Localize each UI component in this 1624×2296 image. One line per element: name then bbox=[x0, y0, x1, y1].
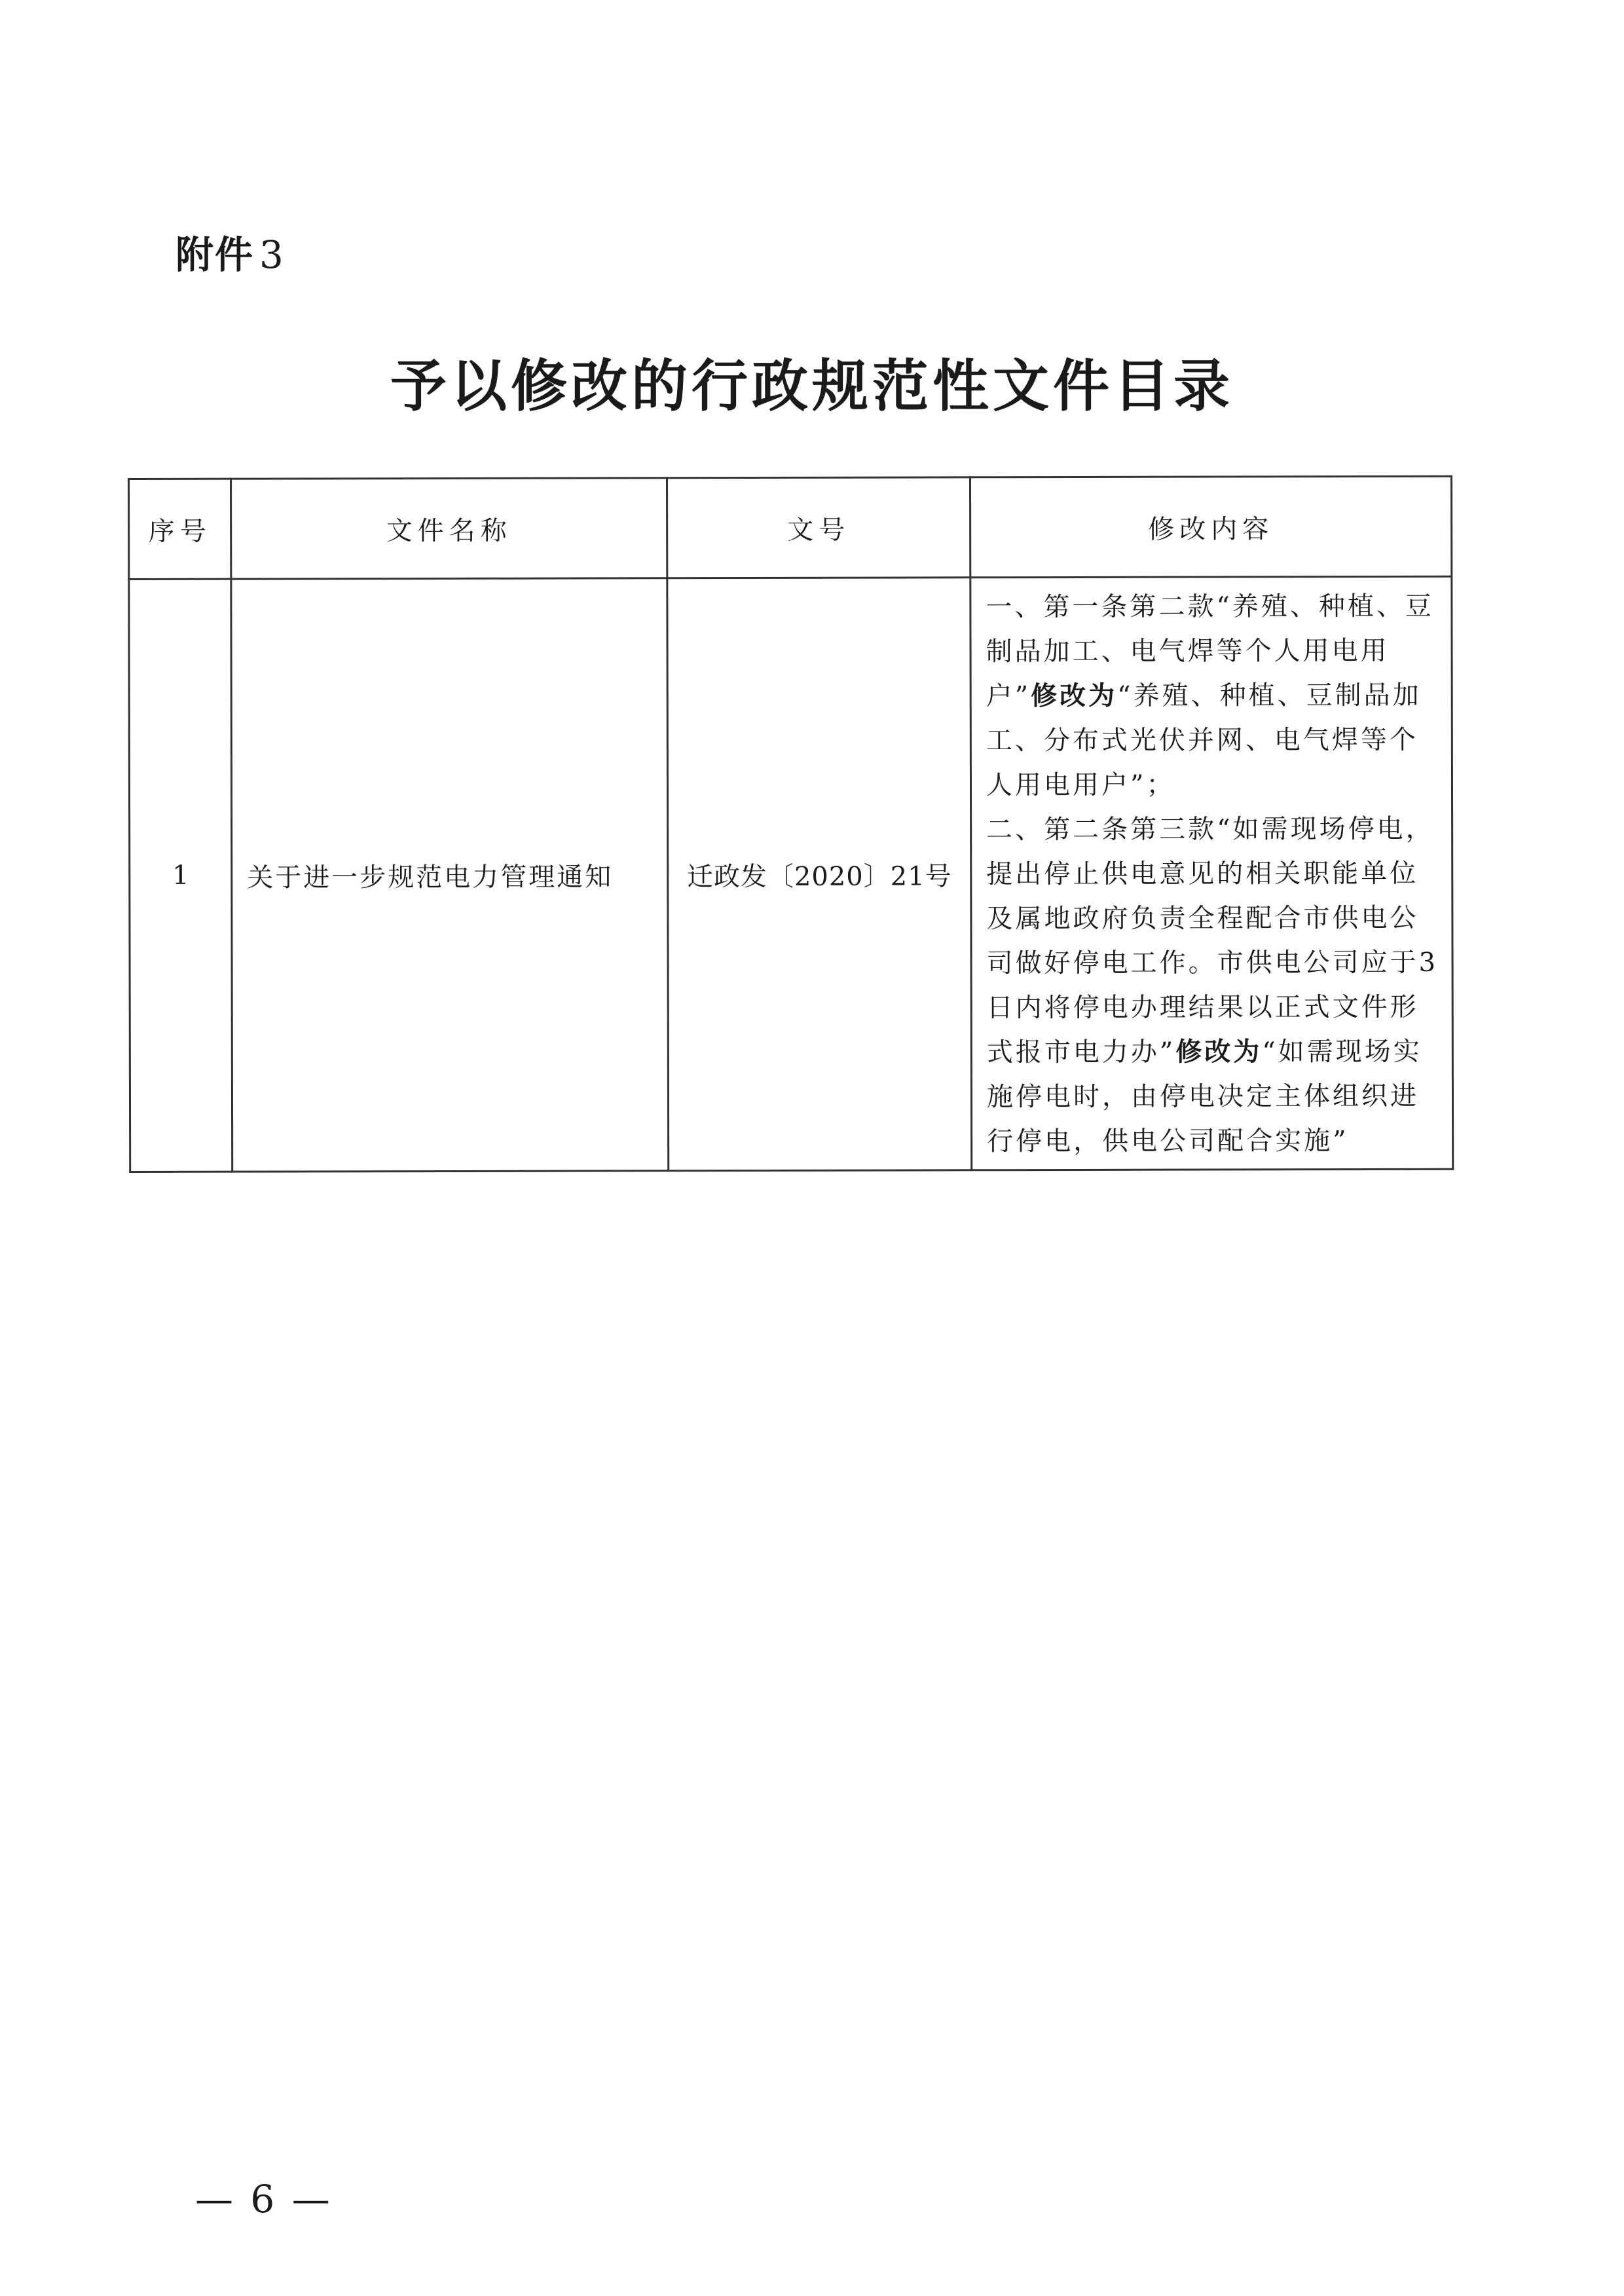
header-seq: 序号 bbox=[129, 479, 231, 579]
table-header bbox=[129, 476, 1452, 579]
change-item-1 bbox=[986, 584, 1442, 807]
attachment-number: 3 bbox=[259, 232, 285, 277]
change-item-2-original: 二、第二条第三款“如需现场停电，提出停止供电意见的相关职能单位及属地政府负责全程配合市供电公司做好停电工作。市供电公司应于3日内将停电办理结果以正式文件形式报市电力办” bbox=[986, 813, 1439, 1068]
cell-doc-no: 迁政发〔2020〕21号 bbox=[667, 578, 972, 1171]
table-header-row bbox=[129, 476, 1452, 579]
cell-seq: 1 bbox=[129, 579, 232, 1172]
change-item-2-keyword: 修改为 bbox=[1175, 1037, 1263, 1067]
header-name: 文件名称 bbox=[231, 478, 667, 579]
change-item-1-revised: “养殖、种植、豆制品加工、分布式光伏并网、电气焊等个人用电用户”； bbox=[986, 680, 1422, 801]
attachment-label-text: 附件 bbox=[175, 232, 255, 277]
change-item-2-revised: “如需现场实施停电时，由停电决定主体组织进行停电，供电公司配合实施” bbox=[986, 1036, 1422, 1157]
cell-name: 关于进一步规范电力管理通知 bbox=[231, 578, 669, 1172]
document-catalog-table bbox=[128, 475, 1454, 1173]
change-item-1-original: 一、第一条第二款“养殖、种植、豆制品加工、电气焊等个人用电用户” bbox=[986, 591, 1434, 712]
header-changes: 修改内容 bbox=[970, 476, 1452, 578]
cell-changes bbox=[970, 576, 1453, 1170]
page-number: — 6 — bbox=[195, 2177, 333, 2221]
header-doc-no: 文号 bbox=[667, 477, 970, 578]
document-title: 予以修改的行政规范性文件目录 bbox=[390, 353, 1234, 419]
change-item-2 bbox=[986, 807, 1443, 1164]
table-row bbox=[129, 576, 1453, 1172]
table-body bbox=[129, 576, 1453, 1172]
change-item-1-keyword: 修改为 bbox=[1031, 680, 1118, 712]
attachment-label bbox=[175, 224, 285, 279]
